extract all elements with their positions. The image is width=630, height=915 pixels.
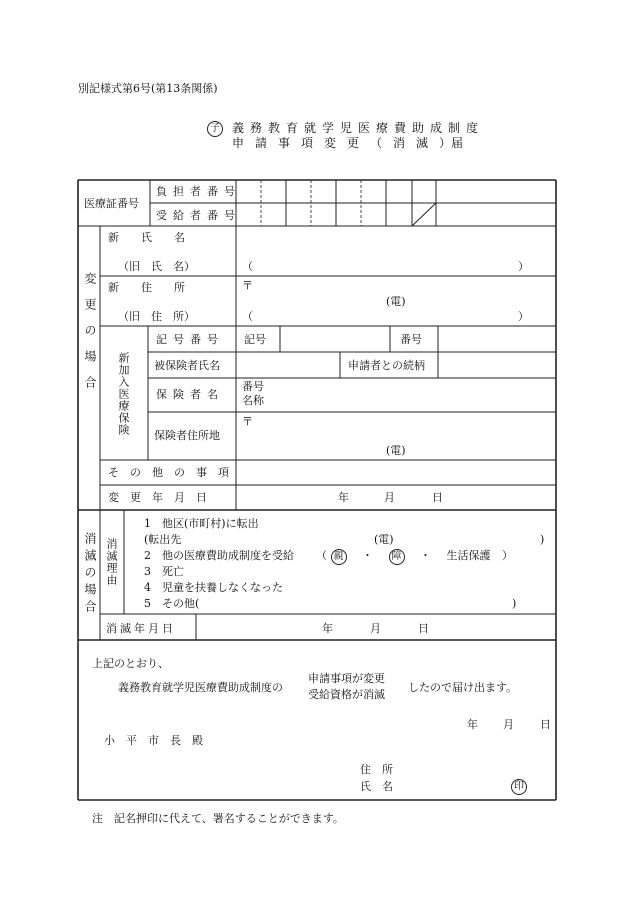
- footnote: 注 記名押印に代えて、署名することができます。: [92, 812, 344, 825]
- reason3[interactable]: 3 死亡: [144, 565, 184, 578]
- reason1[interactable]: 1 他区(市町村)に転出: [144, 517, 259, 530]
- old-name-label: （旧 氏 名）: [118, 260, 195, 273]
- reason2-options: （ 親 ・ 障 ・ 生活保護 ）: [316, 549, 513, 565]
- extinction-section-label: 消滅の場合: [83, 532, 97, 617]
- change-date-year: 年: [338, 491, 349, 504]
- extinction-reason-label: 消滅理由: [105, 538, 118, 586]
- change-date-label: 変更年月日: [108, 491, 218, 504]
- relation-label: 申請者との続柄: [348, 359, 425, 372]
- disability-option-icon[interactable]: 障: [389, 549, 405, 565]
- old-address-label: （旧 住 所）: [118, 310, 195, 323]
- extinction-date-month: 月: [370, 622, 381, 635]
- reason4[interactable]: 4 児童を扶養しなくなった: [144, 581, 283, 594]
- new-name-label: 新 氏 名: [108, 231, 185, 244]
- declaration-year: 年: [467, 718, 478, 731]
- seal-icon: 印: [511, 779, 527, 795]
- reason2[interactable]: 2 他の医療費助成制度を受給: [144, 549, 294, 562]
- insurer-label: 保険者名: [156, 388, 224, 401]
- insurer-tel-label: (電): [386, 444, 406, 457]
- applicant-name-label: 氏 名: [360, 780, 393, 793]
- addressee: 小 平 市 長 殿: [104, 734, 203, 747]
- change-date-month: 月: [384, 491, 395, 504]
- symbol-number-label: 記号番号: [156, 333, 224, 346]
- title-line2: 申請事項変更（消滅）届: [232, 136, 464, 150]
- old-name-close: ）: [518, 260, 529, 273]
- applicant-address-label: 住 所: [360, 763, 393, 776]
- symbol-label: 記号: [244, 333, 266, 346]
- recipient-number-label: 受給者番号: [156, 209, 241, 222]
- number-label: 番号: [400, 333, 422, 346]
- insurer-postal-icon: 〒: [242, 415, 253, 428]
- child-badge-icon: 子: [207, 121, 223, 137]
- other-items-label: その他の事項: [108, 466, 240, 479]
- new-insurance-label: 新加入医療保険: [117, 352, 130, 436]
- declaration-month: 月: [503, 718, 514, 731]
- med-cert-label: 医療証番号: [84, 197, 139, 210]
- title-line1: 義務教育就学児医療費助成制度: [232, 121, 485, 135]
- reason5-close: ): [512, 597, 517, 610]
- parent-option-icon[interactable]: 親: [331, 549, 347, 565]
- form-number: 別記様式第6号(第13条関係): [78, 82, 218, 95]
- new-address-label: 新 住 所: [108, 281, 185, 294]
- extinction-date-label: 消滅年月日: [106, 622, 176, 635]
- change-date-day: 日: [432, 491, 443, 504]
- old-name-open: （: [242, 260, 253, 273]
- old-address-close: ）: [518, 310, 529, 323]
- declaration-choice-change[interactable]: 申請事項が変更: [308, 672, 385, 685]
- welfare-option[interactable]: 生活保護: [446, 549, 491, 562]
- reason5[interactable]: 5 その他(: [144, 597, 200, 610]
- new-name-field[interactable]: [240, 228, 552, 256]
- reason1-destination: (転出先: [144, 533, 182, 546]
- declaration-intro: 上記のとおり、: [92, 657, 169, 670]
- tel-label: (電): [386, 295, 406, 308]
- reason1-tel: (電): [374, 533, 394, 546]
- insurer-address-label: 保険者住所地: [154, 429, 220, 442]
- insurer-number-label: 番号: [242, 380, 264, 393]
- extinction-date-day: 日: [418, 622, 429, 635]
- extinction-date-year: 年: [322, 622, 333, 635]
- postal-mark-icon: 〒: [242, 279, 253, 292]
- payer-number-label: 負担者番号: [156, 185, 241, 198]
- declaration-day: 日: [540, 718, 551, 731]
- declaration-system-name: 義務教育就学児医療費助成制度の: [118, 681, 283, 694]
- insured-name-label: 被保険者氏名: [154, 359, 220, 372]
- reason1-close: ): [540, 533, 545, 546]
- declaration-choice-extinct[interactable]: 受給資格が消滅: [308, 688, 385, 701]
- change-section-label: 変更の場合: [83, 272, 97, 402]
- payer-number-field[interactable]: [242, 180, 410, 226]
- insurer-name-label: 名称: [242, 394, 264, 407]
- declaration-suffix: したので届け出ます。: [408, 681, 518, 694]
- old-address-open: （: [242, 310, 253, 323]
